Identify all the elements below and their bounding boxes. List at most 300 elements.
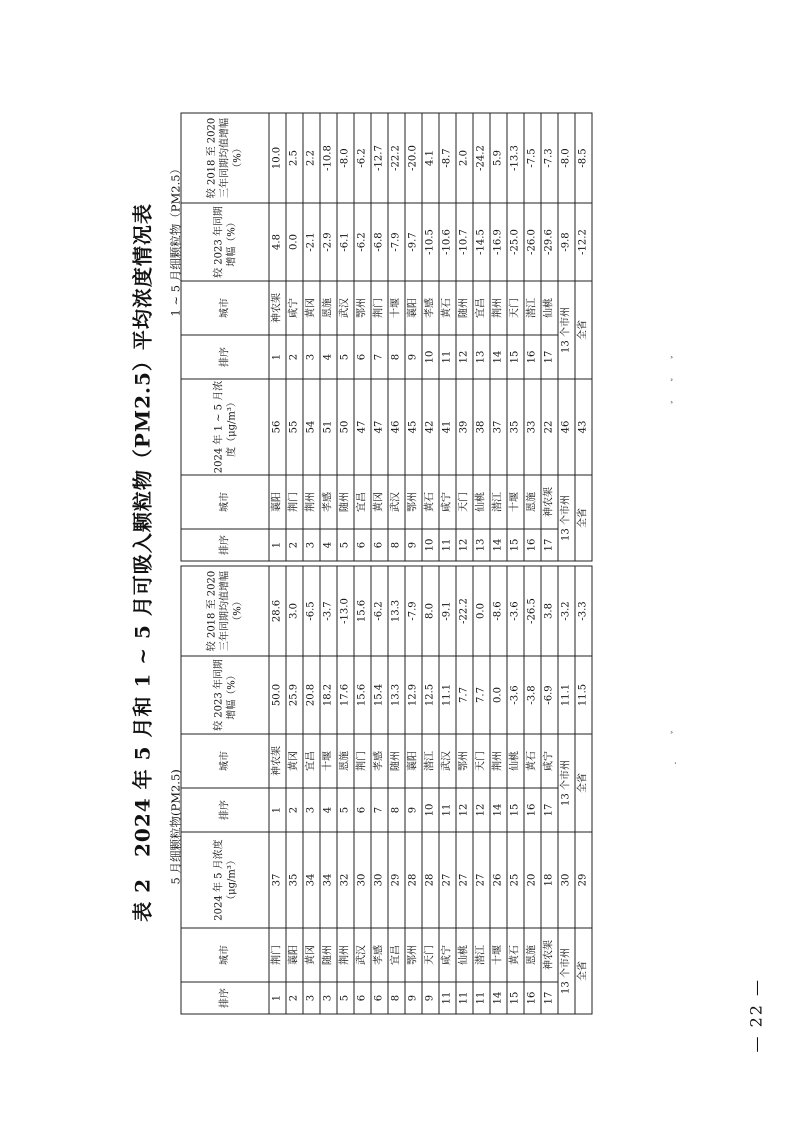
yoy-change-cell: 15.4	[371, 656, 388, 734]
janmay-caption-text: 1 ~ 5 月细颗粒物	[168, 223, 182, 316]
rank-cell: 14	[490, 335, 507, 379]
three-year-change-cell: -3.2	[558, 566, 575, 656]
yoy-change-cell: 17.6	[337, 656, 354, 734]
summary-label-cell: 13 个市州	[558, 475, 575, 561]
city-cell: 随州	[320, 928, 337, 982]
three-year-change-cell: 10.0	[269, 113, 286, 203]
concentration-cell: 20	[524, 832, 541, 928]
header-cell: 排序	[181, 982, 269, 1014]
yoy-change-cell: 50.0	[269, 656, 286, 734]
concentration-cell: 47	[371, 379, 388, 475]
city-cell: 黄冈	[371, 475, 388, 529]
yoy-change-cell: 11.5	[575, 656, 592, 734]
header-cell: 较 2018 至 2020 三年同期均值增幅（%）	[181, 113, 269, 203]
may-table	[180, 565, 592, 1014]
three-year-change-cell: -8.0	[337, 113, 354, 203]
three-year-change-cell: -6.5	[303, 566, 320, 656]
yoy-change-cell: 7.7	[456, 656, 473, 734]
city-cell: 十堰	[507, 475, 524, 529]
concentration-cell: 39	[456, 379, 473, 475]
city-cell: 荆州	[490, 281, 507, 335]
rank-cell: 1	[269, 982, 286, 1014]
rank-cell: 17	[541, 335, 558, 379]
city-cell: 仙桃	[456, 928, 473, 982]
header-cell: 较 2023 年同期增幅（%）	[181, 203, 269, 281]
city-cell: 咸宁	[439, 475, 456, 529]
table-row	[524, 113, 541, 561]
three-year-change-cell: -10.8	[320, 113, 337, 203]
three-year-change-cell: -13.0	[337, 566, 354, 656]
concentration-cell: 38	[473, 379, 490, 475]
table-row	[303, 566, 320, 1014]
yoy-change-cell: -2.1	[303, 203, 320, 281]
three-year-change-cell: 13.3	[388, 566, 405, 656]
city-cell: 黄石	[422, 475, 439, 529]
page-number: — 22 —	[746, 977, 765, 1052]
city-cell: 宜昌	[354, 475, 371, 529]
scan-speck: ˇ ˇ ˇ	[671, 354, 681, 404]
rank-cell: 12	[456, 529, 473, 561]
concentration-cell: 42	[422, 379, 439, 475]
city-cell: 天门	[456, 475, 473, 529]
concentration-cell: 27	[439, 832, 456, 928]
concentration-cell: 50	[337, 379, 354, 475]
rank-cell: 17	[541, 982, 558, 1014]
city-cell: 武汉	[439, 734, 456, 788]
table-row	[541, 113, 558, 561]
rank-cell: 3	[303, 788, 320, 832]
city-cell: 天门	[473, 734, 490, 788]
header-cell: 城市	[181, 475, 269, 529]
city-cell: 荆州	[303, 475, 320, 529]
concentration-cell: 43	[575, 379, 592, 475]
city-cell: 神农架	[269, 734, 286, 788]
yoy-change-cell: -12.2	[575, 203, 592, 281]
three-year-change-cell: -22.2	[456, 566, 473, 656]
yoy-change-cell: -9.8	[558, 203, 575, 281]
three-year-change-cell: -8.7	[439, 113, 456, 203]
yoy-change-cell: 20.8	[303, 656, 320, 734]
rank-cell: 2	[286, 335, 303, 379]
city-cell: 黄冈	[286, 734, 303, 788]
city-cell: 宜昌	[388, 928, 405, 982]
city-cell: 襄阳	[286, 928, 303, 982]
concentration-cell: 55	[286, 379, 303, 475]
city-cell: 潜江	[473, 928, 490, 982]
rank-cell: 1	[269, 335, 286, 379]
scan-speck: · ˇ	[671, 729, 681, 764]
table-row	[320, 113, 337, 561]
rank-cell: 10	[422, 788, 439, 832]
table-row	[422, 566, 439, 1014]
city-cell: 荆州	[337, 928, 354, 982]
rank-cell: 11	[439, 982, 456, 1014]
header-row	[181, 566, 269, 1014]
concentration-cell: 29	[388, 832, 405, 928]
city-cell: 随州	[388, 734, 405, 788]
city-cell: 襄阳	[269, 475, 286, 529]
table-row	[422, 113, 439, 561]
rank-cell: 1	[269, 529, 286, 561]
rank-cell: 14	[490, 529, 507, 561]
city-cell: 荆州	[490, 734, 507, 788]
rank-cell: 11	[439, 788, 456, 832]
concentration-cell: 34	[303, 832, 320, 928]
three-year-change-cell: 3.8	[541, 566, 558, 656]
city-cell: 武汉	[388, 475, 405, 529]
city-cell: 荆门	[269, 928, 286, 982]
yoy-change-cell: 18.2	[320, 656, 337, 734]
rank-cell: 17	[541, 529, 558, 561]
table-row	[439, 113, 456, 561]
rank-cell: 15	[507, 788, 524, 832]
table-row	[388, 113, 405, 561]
table-row	[439, 566, 456, 1014]
rank-cell: 12	[456, 335, 473, 379]
summary-label-cell: 全省	[575, 475, 592, 561]
yoy-change-cell: -10.5	[422, 203, 439, 281]
concentration-cell: 30	[371, 832, 388, 928]
concentration-cell: 34	[320, 832, 337, 928]
title-text: 表 2 2024 年 5 月和 1 ~ 5 月可吸入颗粒物（PM2.5）平均浓度情况表	[130, 202, 154, 922]
table-row	[354, 566, 371, 1014]
concentration-cell: 37	[490, 379, 507, 475]
concentration-cell: 35	[286, 832, 303, 928]
three-year-change-cell: -20.0	[405, 113, 422, 203]
yoy-change-cell: -6.2	[354, 203, 371, 281]
concentration-cell: 56	[269, 379, 286, 475]
three-year-change-cell: 5.9	[490, 113, 507, 203]
may-caption-sub: (PM2.5)	[168, 768, 182, 816]
concentration-cell: 35	[507, 379, 524, 475]
yoy-change-cell: -7.9	[388, 203, 405, 281]
three-year-change-cell: 4.1	[422, 113, 439, 203]
three-year-change-cell: 2.2	[303, 113, 320, 203]
rank-cell: 16	[524, 982, 541, 1014]
city-cell: 天门	[507, 281, 524, 335]
concentration-cell: 27	[473, 832, 490, 928]
summary-label-cell: 13 个市州	[558, 928, 575, 1014]
header-row	[181, 113, 269, 561]
rank-cell: 4	[320, 335, 337, 379]
three-year-change-cell: -9.1	[439, 566, 456, 656]
table-row	[354, 113, 371, 561]
yoy-change-cell: -9.7	[405, 203, 422, 281]
rank-cell: 8	[388, 529, 405, 561]
rank-cell: 6	[371, 529, 388, 561]
rank-cell: 3	[303, 982, 320, 1014]
city-cell: 随州	[337, 475, 354, 529]
city-cell: 十堰	[490, 928, 507, 982]
concentration-cell: 41	[439, 379, 456, 475]
rank-cell: 10	[422, 529, 439, 561]
rank-cell: 4	[320, 529, 337, 561]
three-year-change-cell: -26.5	[524, 566, 541, 656]
city-cell: 恩施	[337, 734, 354, 788]
rank-cell: 6	[371, 982, 388, 1014]
table-row	[303, 113, 320, 561]
city-cell: 武汉	[337, 281, 354, 335]
city-cell: 潜江	[422, 734, 439, 788]
summary-row	[575, 113, 592, 561]
three-year-change-cell: -8.5	[575, 113, 592, 203]
rank-cell: 15	[507, 335, 524, 379]
rank-cell: 5	[337, 788, 354, 832]
three-year-change-cell: -3.6	[507, 566, 524, 656]
city-cell: 孝感	[371, 734, 388, 788]
city-cell: 鄂州	[456, 734, 473, 788]
rank-cell: 8	[388, 788, 405, 832]
three-year-change-cell: -7.5	[524, 113, 541, 203]
rank-cell: 15	[507, 529, 524, 561]
city-cell: 襄阳	[405, 281, 422, 335]
city-cell: 神农架	[269, 281, 286, 335]
city-cell: 咸宁	[439, 928, 456, 982]
rank-cell: 11	[439, 529, 456, 561]
table-row	[524, 566, 541, 1014]
table-row	[371, 113, 388, 561]
yoy-change-cell: 11.1	[558, 656, 575, 734]
yoy-change-cell: -6.1	[337, 203, 354, 281]
city-cell: 孝感	[422, 281, 439, 335]
yoy-change-cell: -14.5	[473, 203, 490, 281]
city-cell: 咸宁	[541, 734, 558, 788]
city-cell: 神农架	[541, 475, 558, 529]
city-cell: 恩施	[524, 928, 541, 982]
three-year-change-cell: -3.7	[320, 566, 337, 656]
city-cell: 仙桃	[473, 475, 490, 529]
yoy-change-cell: -16.9	[490, 203, 507, 281]
summary-label-cell: 全省	[575, 734, 592, 832]
concentration-cell: 47	[354, 379, 371, 475]
rank-cell: 12	[473, 788, 490, 832]
rank-cell: 15	[507, 982, 524, 1014]
header-cell: 2024 年 1 ~ 5 月浓度（μg/m³）	[181, 379, 269, 475]
rank-cell: 8	[388, 982, 405, 1014]
table-row	[490, 566, 507, 1014]
yoy-change-cell: -25.0	[507, 203, 524, 281]
rank-cell: 10	[422, 335, 439, 379]
concentration-cell: 28	[405, 832, 422, 928]
city-cell: 鄂州	[405, 475, 422, 529]
yoy-change-cell: 7.7	[473, 656, 490, 734]
three-year-change-cell: -7.3	[541, 113, 558, 203]
rank-cell: 8	[388, 335, 405, 379]
rank-cell: 14	[490, 788, 507, 832]
table-row	[371, 566, 388, 1014]
rank-cell: 7	[371, 788, 388, 832]
rank-cell: 12	[456, 788, 473, 832]
rank-cell: 9	[405, 529, 422, 561]
rank-cell: 2	[286, 788, 303, 832]
three-year-change-cell: -22.2	[388, 113, 405, 203]
rank-cell: 5	[337, 982, 354, 1014]
yoy-change-cell: -6.9	[541, 656, 558, 734]
header-cell: 城市	[181, 281, 269, 335]
rank-cell: 14	[490, 982, 507, 1014]
three-year-change-cell: 2.0	[456, 113, 473, 203]
yoy-change-cell: 11.1	[439, 656, 456, 734]
header-cell: 排序	[181, 788, 269, 832]
yoy-change-cell: 0.0	[286, 203, 303, 281]
concentration-cell: 54	[303, 379, 320, 475]
city-cell: 十堰	[388, 281, 405, 335]
concentration-cell: 37	[269, 832, 286, 928]
table-row	[286, 113, 303, 561]
city-cell: 十堰	[320, 734, 337, 788]
city-cell: 鄂州	[405, 928, 422, 982]
summary-row	[558, 566, 575, 1014]
rank-cell: 3	[303, 335, 320, 379]
city-cell: 孝感	[320, 475, 337, 529]
yoy-change-cell: -3.6	[507, 656, 524, 734]
rank-cell: 16	[524, 335, 541, 379]
header-cell: 2024 年 5 月浓度（μg/m³）	[181, 832, 269, 928]
concentration-cell: 29	[575, 832, 592, 928]
page-title	[126, 0, 155, 1124]
header-cell: 城市	[181, 734, 269, 788]
table-row	[337, 566, 354, 1014]
yoy-change-cell: -26.0	[524, 203, 541, 281]
city-cell: 潜江	[524, 281, 541, 335]
three-year-change-cell: -8.6	[490, 566, 507, 656]
yoy-change-cell: 12.9	[405, 656, 422, 734]
summary-label-cell: 全省	[575, 928, 592, 1014]
rank-cell: 13	[473, 335, 490, 379]
three-year-change-cell: -7.9	[405, 566, 422, 656]
three-year-change-cell: 28.6	[269, 566, 286, 656]
yoy-change-cell: -3.8	[524, 656, 541, 734]
concentration-cell: 25	[507, 832, 524, 928]
concentration-cell: 45	[405, 379, 422, 475]
rank-cell: 2	[286, 529, 303, 561]
rank-cell: 16	[524, 529, 541, 561]
rank-cell: 5	[337, 335, 354, 379]
city-cell: 咸宁	[286, 281, 303, 335]
table-row	[507, 566, 524, 1014]
may-caption-text: 5 月细颗粒物	[168, 815, 182, 884]
concentration-cell: 18	[541, 832, 558, 928]
rank-cell: 3	[320, 982, 337, 1014]
three-year-change-cell: 3.0	[286, 566, 303, 656]
summary-label-cell: 全省	[575, 281, 592, 379]
rank-cell: 11	[456, 982, 473, 1014]
city-cell: 仙桃	[541, 281, 558, 335]
concentration-cell: 32	[337, 832, 354, 928]
header-cell: 较 2018 至 2020 三年同期均值增幅（%）	[181, 566, 269, 656]
city-cell: 天门	[422, 928, 439, 982]
summary-row	[575, 566, 592, 1014]
yoy-change-cell: 25.9	[286, 656, 303, 734]
rank-cell: 2	[286, 982, 303, 1014]
table-row	[541, 566, 558, 1014]
concentration-cell: 46	[388, 379, 405, 475]
concentration-cell: 27	[456, 832, 473, 928]
header-cell: 城市	[181, 928, 269, 982]
table-row	[473, 566, 490, 1014]
table-row	[490, 113, 507, 561]
city-cell: 荆门	[371, 281, 388, 335]
city-cell: 鄂州	[354, 281, 371, 335]
city-cell: 神农架	[541, 928, 558, 982]
yoy-change-cell: -10.7	[456, 203, 473, 281]
rank-cell: 9	[405, 982, 422, 1014]
table-row	[286, 566, 303, 1014]
city-cell: 黄冈	[303, 281, 320, 335]
rank-cell: 11	[439, 335, 456, 379]
table-row	[405, 113, 422, 561]
city-cell: 随州	[456, 281, 473, 335]
table-row	[269, 113, 286, 561]
yoy-change-cell: -6.8	[371, 203, 388, 281]
janmay-caption-sub: （PM2.5）	[168, 162, 182, 224]
city-cell: 黄石	[507, 928, 524, 982]
yoy-change-cell: 15.6	[354, 656, 371, 734]
rank-cell: 6	[354, 335, 371, 379]
yoy-change-cell: -2.9	[320, 203, 337, 281]
rank-cell: 5	[337, 529, 354, 561]
three-year-change-cell: 8.0	[422, 566, 439, 656]
header-cell: 排序	[181, 335, 269, 379]
table-row	[456, 566, 473, 1014]
city-cell: 潜江	[490, 475, 507, 529]
three-year-change-cell: -13.3	[507, 113, 524, 203]
three-year-change-cell: 15.6	[354, 566, 371, 656]
table-row	[473, 113, 490, 561]
rank-cell: 6	[354, 788, 371, 832]
header-cell: 排序	[181, 529, 269, 561]
city-cell: 黄冈	[303, 928, 320, 982]
rank-cell: 16	[524, 788, 541, 832]
summary-label-cell: 13 个市州	[558, 734, 575, 832]
concentration-cell: 30	[558, 832, 575, 928]
table-row	[337, 113, 354, 561]
rank-cell: 9	[405, 335, 422, 379]
city-cell: 宜昌	[303, 734, 320, 788]
concentration-cell: 33	[524, 379, 541, 475]
city-cell: 恩施	[524, 475, 541, 529]
three-year-change-cell: 0.0	[473, 566, 490, 656]
city-cell: 荆门	[286, 475, 303, 529]
table-row	[405, 566, 422, 1014]
table-row	[320, 566, 337, 1014]
summary-label-cell: 13 个市州	[558, 281, 575, 379]
concentration-cell: 51	[320, 379, 337, 475]
concentration-cell: 46	[558, 379, 575, 475]
city-cell: 黄石	[524, 734, 541, 788]
three-year-change-cell: -12.7	[371, 113, 388, 203]
three-year-change-cell: -3.3	[575, 566, 592, 656]
city-cell: 恩施	[320, 281, 337, 335]
city-cell: 荆门	[354, 734, 371, 788]
rank-cell: 9	[405, 788, 422, 832]
yoy-change-cell: 12.5	[422, 656, 439, 734]
yoy-change-cell: -10.6	[439, 203, 456, 281]
three-year-change-cell: -6.2	[354, 113, 371, 203]
concentration-cell: 28	[422, 832, 439, 928]
city-cell: 襄阳	[405, 734, 422, 788]
janmay-table	[180, 112, 592, 561]
concentration-cell: 22	[541, 379, 558, 475]
yoy-change-cell: -29.6	[541, 203, 558, 281]
city-cell: 宜昌	[473, 281, 490, 335]
three-year-change-cell: -6.2	[371, 566, 388, 656]
rank-cell: 4	[320, 788, 337, 832]
table-row	[388, 566, 405, 1014]
rank-cell: 11	[473, 982, 490, 1014]
city-cell: 黄石	[439, 281, 456, 335]
city-cell: 武汉	[354, 928, 371, 982]
